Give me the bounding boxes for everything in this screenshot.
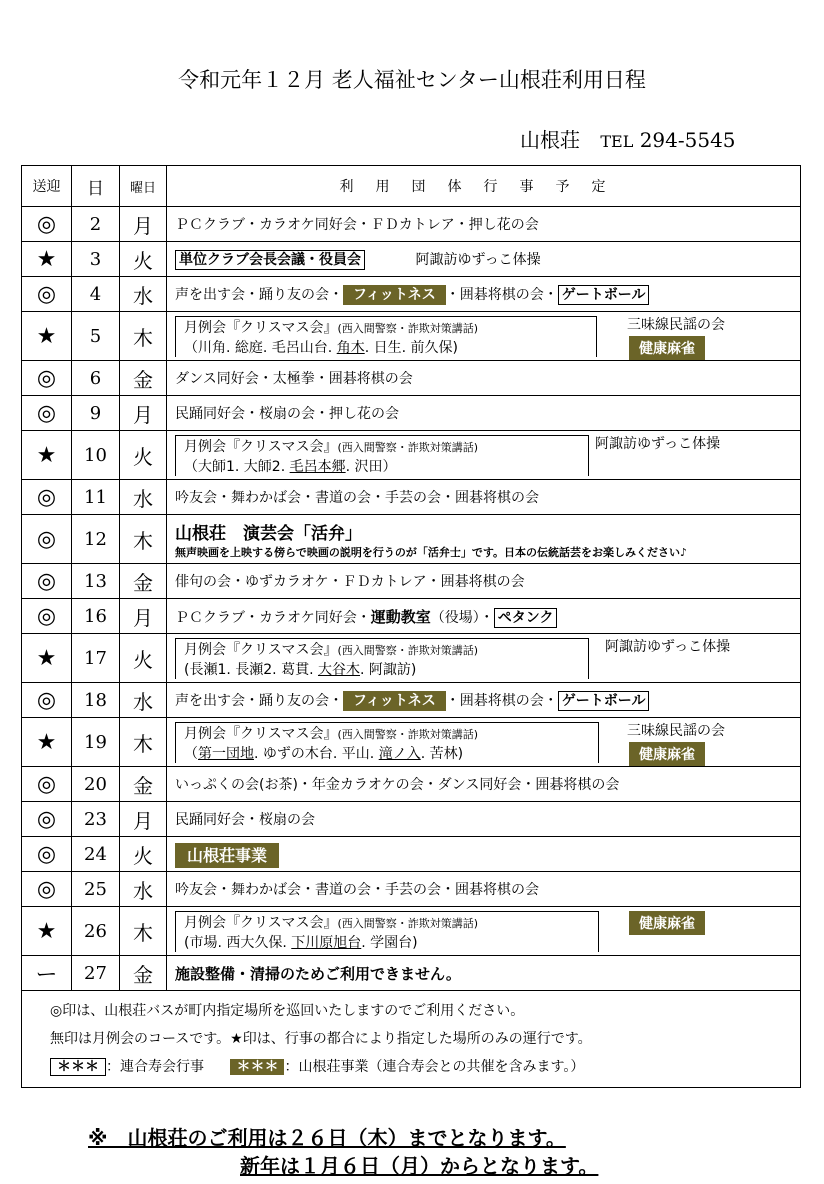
bus-mark: ◎ xyxy=(22,277,72,312)
weekday: 金 xyxy=(120,767,167,802)
route-text: （ xyxy=(184,745,198,762)
route-text: 第一団地 xyxy=(198,745,254,762)
legend-federation-text: ：連合寿会行事 xyxy=(106,1059,204,1075)
event-cell xyxy=(167,634,801,683)
day-number: 9 xyxy=(72,396,120,431)
day-number: 6 xyxy=(72,361,120,396)
legend-facility-mark: ＊＊＊ xyxy=(230,1059,284,1075)
bus-mark: ー xyxy=(22,956,72,991)
tel-number: 294-5545 xyxy=(639,128,736,152)
bus-mark: ◎ xyxy=(22,599,72,634)
event-cell xyxy=(167,207,801,242)
header-events: 利用団体行事予定 xyxy=(167,166,801,207)
day-number: 17 xyxy=(72,634,120,683)
federation-event-box: ペタンク xyxy=(494,608,558,628)
bus-mark: ◎ xyxy=(22,837,72,872)
route-text: . ゆずの木台. 平山. xyxy=(254,745,379,762)
bus-mark: ◎ xyxy=(22,683,72,718)
day-number: 11 xyxy=(72,480,120,515)
header-day: 日 xyxy=(72,166,120,207)
weekday: 木 xyxy=(120,515,167,564)
day-number: 3 xyxy=(72,242,120,277)
event-text: ダンス同好会・太極拳・囲碁将棋の会 xyxy=(175,371,413,387)
weekday: 金 xyxy=(120,564,167,599)
day-number: 16 xyxy=(72,599,120,634)
bus-mark: ★ xyxy=(22,907,72,956)
day-number: 2 xyxy=(72,207,120,242)
event-text: 三味線民謡の会 xyxy=(627,723,725,739)
table-row xyxy=(22,767,801,802)
event-cell xyxy=(167,837,801,872)
route-text: 大谷木 xyxy=(317,661,360,678)
bus-mark: ◎ xyxy=(22,361,72,396)
weekday: 金 xyxy=(120,361,167,396)
table-row xyxy=(22,242,801,277)
route-text: (市場. 西大久保. xyxy=(184,934,292,951)
page-title: 令和元年１２月 老人福祉センター山根荘利用日程 xyxy=(178,68,646,92)
day-number: 26 xyxy=(72,907,120,956)
table-row xyxy=(22,683,801,718)
day-number: 12 xyxy=(72,515,120,564)
closing-line-1: ※ 山根荘のご利用は２６日（木）までとなります。 xyxy=(88,1126,566,1150)
route-text: 下川原旭台 xyxy=(291,934,362,951)
bus-mark: ★ xyxy=(22,431,72,480)
federation-event-box: 単位クラブ会長会議・役員会 xyxy=(175,250,365,270)
bus-mark: ★ xyxy=(22,634,72,683)
bus-mark: ◎ xyxy=(22,564,72,599)
weekday: 金 xyxy=(120,956,167,991)
bus-mark: ◎ xyxy=(22,872,72,907)
header-row xyxy=(22,166,801,207)
bus-mark: ★ xyxy=(22,312,72,361)
facility-event-badge: 健康麻雀 xyxy=(629,911,705,935)
weekday: 月 xyxy=(120,207,167,242)
day-number: 5 xyxy=(72,312,120,361)
meeting-title: 月例会『クリスマス会』 xyxy=(184,319,338,336)
event-text: ・囲碁将棋の会・ xyxy=(445,287,558,303)
weekday: 火 xyxy=(120,634,167,683)
meeting-title: 月例会『クリスマス会』 xyxy=(184,914,338,931)
monthly-meeting-box xyxy=(175,911,599,952)
event-text: （役場）・ xyxy=(430,609,494,626)
event-cell xyxy=(167,396,801,431)
table-row xyxy=(22,431,801,480)
facility-event-badge: 健康麻雀 xyxy=(629,336,705,360)
facility-event-badge: 健康麻雀 xyxy=(629,742,705,766)
weekday: 火 xyxy=(120,837,167,872)
route-text: 毛呂本郷 xyxy=(289,458,346,475)
table-row xyxy=(22,564,801,599)
day-number: 27 xyxy=(72,956,120,991)
federation-event-box: ゲートボール xyxy=(558,691,650,711)
table-row xyxy=(22,207,801,242)
event-cell xyxy=(167,564,801,599)
federation-event-box: ゲートボール xyxy=(558,285,650,305)
table-row xyxy=(22,361,801,396)
meeting-note: (西入間警察・詐欺対策講話) xyxy=(337,321,479,335)
meeting-note: (西入間警察・詐欺対策講話) xyxy=(337,727,479,741)
event-text: ＰＣクラブ・カラオケ同好会・ＦＤカトレア・押し花の会 xyxy=(175,217,539,233)
weekday: 水 xyxy=(120,480,167,515)
event-text: 阿諏訪ゆずっこ体操 xyxy=(595,436,721,452)
special-event-note: 無声映画を上映する傍らで映画の説明を行うのが「活弁士」です。日本の伝統話芸をお楽しみください♪ xyxy=(175,545,688,559)
table-row xyxy=(22,480,801,515)
event-text: 吟友会・舞わかば会・書道の会・手芸の会・囲碁将棋の会 xyxy=(175,490,539,506)
closure-text: 施設整備・清掃のためご利用できません。 xyxy=(175,964,461,983)
table-row xyxy=(22,515,801,564)
route-text: 滝ノ入 xyxy=(378,745,421,762)
table-row xyxy=(22,956,801,991)
event-text: 阿諏訪ゆずっこ体操 xyxy=(605,639,731,655)
table-row xyxy=(22,718,801,767)
table-row xyxy=(22,634,801,683)
weekday: 火 xyxy=(120,431,167,480)
legend-federation-mark: ＊＊＊ xyxy=(50,1058,106,1076)
event-cell xyxy=(167,277,801,312)
bus-mark: ◎ xyxy=(22,480,72,515)
legend-facility-text: ：山根荘事業（連合寿会との共催を含みます。） xyxy=(284,1059,585,1075)
event-cell xyxy=(167,802,801,837)
route-text: 角木 xyxy=(336,339,365,356)
meeting-note: (西入間警察・詐欺対策講話) xyxy=(337,916,479,930)
day-number: 18 xyxy=(72,683,120,718)
route-text: . 苦林) xyxy=(420,745,464,762)
footer-line: 無印は月例会のコースです。★印は、行事の都合により指定した場所のみの運行です。 xyxy=(50,1031,592,1047)
tel-label: TEL xyxy=(600,132,634,151)
meeting-note: (西入間警察・詐欺対策講話) xyxy=(337,440,479,454)
weekday: 木 xyxy=(120,718,167,767)
weekday: 木 xyxy=(120,907,167,956)
event-cell xyxy=(167,361,801,396)
bus-mark: ★ xyxy=(22,718,72,767)
day-number: 10 xyxy=(72,431,120,480)
monthly-meeting-box xyxy=(175,435,589,476)
event-cell xyxy=(167,312,801,361)
event-cell xyxy=(167,767,801,802)
event-cell xyxy=(167,683,801,718)
route-text: (長瀬1. 長瀬2. 葛貫. xyxy=(184,661,318,678)
schedule-table xyxy=(21,165,801,1088)
event-text: いっぷくの会(お茶)・年金カラオケの会・ダンス同好会・囲碁将棋の会 xyxy=(175,777,620,793)
event-text: 民踊同好会・桜扇の会 xyxy=(175,812,315,828)
contact-info xyxy=(520,124,736,153)
event-text: ・囲碁将棋の会・ xyxy=(445,693,558,709)
weekday: 水 xyxy=(120,872,167,907)
bus-mark: ◎ xyxy=(22,802,72,837)
event-cell xyxy=(167,718,801,767)
event-cell xyxy=(167,872,801,907)
event-text: 運動教室 xyxy=(370,607,431,626)
day-number: 24 xyxy=(72,837,120,872)
event-cell xyxy=(167,956,801,991)
event-text: 三味線民謡の会 xyxy=(627,317,725,333)
event-cell xyxy=(167,242,801,277)
table-row xyxy=(22,802,801,837)
footer-notes xyxy=(22,991,801,1088)
route-text: . 学園台) xyxy=(361,934,418,951)
weekday: 火 xyxy=(120,242,167,277)
day-number: 4 xyxy=(72,277,120,312)
table-row xyxy=(22,277,801,312)
weekday: 月 xyxy=(120,802,167,837)
day-number: 23 xyxy=(72,802,120,837)
table-row xyxy=(22,396,801,431)
bus-mark: ◎ xyxy=(22,396,72,431)
event-text: 声を出す会・踊り友の会・ xyxy=(175,287,343,303)
table-row xyxy=(22,599,801,634)
route-text: . 阿諏訪) xyxy=(359,661,417,678)
weekday: 水 xyxy=(120,683,167,718)
event-text: 民踊同好会・桜扇の会・押し花の会 xyxy=(175,406,399,422)
monthly-meeting-box xyxy=(175,722,599,763)
meeting-title: 月例会『クリスマス会』 xyxy=(184,725,338,742)
meeting-title: 月例会『クリスマス会』 xyxy=(184,641,338,658)
bus-mark: ◎ xyxy=(22,515,72,564)
meeting-title: 月例会『クリスマス会』 xyxy=(184,438,338,455)
route-text: （大師1. 大師2. xyxy=(184,458,290,475)
table-row xyxy=(22,872,801,907)
bus-mark: ◎ xyxy=(22,207,72,242)
table-row xyxy=(22,312,801,361)
header-mark: 送迎 xyxy=(22,166,72,207)
meeting-note: (西入間警察・詐欺対策講話) xyxy=(337,643,479,657)
monthly-meeting-box xyxy=(175,638,589,679)
event-text: 声を出す会・踊り友の会・ xyxy=(175,693,343,709)
facility-event-badge: 山根荘事業 xyxy=(175,843,279,868)
facility-event-badge: フィットネス xyxy=(343,285,446,305)
day-number: 13 xyxy=(72,564,120,599)
footer-row xyxy=(22,991,801,1088)
event-cell xyxy=(167,480,801,515)
special-event-title: 山根荘 演芸会「活弁」 xyxy=(175,523,362,544)
event-cell xyxy=(167,907,801,956)
route-text: （川角. 総庭. 毛呂山台. xyxy=(184,339,337,356)
day-number: 19 xyxy=(72,718,120,767)
weekday: 月 xyxy=(120,599,167,634)
monthly-meeting-box xyxy=(175,316,597,357)
weekday: 水 xyxy=(120,277,167,312)
day-number: 20 xyxy=(72,767,120,802)
event-cell xyxy=(167,599,801,634)
bus-mark: ◎ xyxy=(22,767,72,802)
day-number: 25 xyxy=(72,872,120,907)
table-row xyxy=(22,837,801,872)
closing-line-2: 新年は１月６日（月）からとなります。 xyxy=(240,1154,599,1178)
facility-event-badge: フィットネス xyxy=(343,691,446,711)
weekday: 木 xyxy=(120,312,167,361)
table-row xyxy=(22,907,801,956)
event-text: 俳句の会・ゆずカラオケ・ＦＤカトレア・囲碁将棋の会 xyxy=(175,574,525,590)
event-cell xyxy=(167,515,801,564)
route-text: . 沢田） xyxy=(345,458,397,475)
bus-mark: ★ xyxy=(22,242,72,277)
route-text: . 日生. 前久保) xyxy=(364,339,458,356)
event-cell xyxy=(167,431,801,480)
header-weekday: 曜日 xyxy=(120,166,167,207)
event-text: ＰＣクラブ・カラオケ同好会・ xyxy=(175,609,371,626)
facility-name: 山根荘 xyxy=(520,128,580,152)
event-text: 吟友会・舞わかば会・書道の会・手芸の会・囲碁将棋の会 xyxy=(175,882,539,898)
weekday: 月 xyxy=(120,396,167,431)
footer-line: ◎印は、山根荘バスが町内指定場所を巡回いたしますのでご利用ください。 xyxy=(50,1003,525,1019)
event-text: 阿諏訪ゆずっこ体操 xyxy=(415,252,541,268)
